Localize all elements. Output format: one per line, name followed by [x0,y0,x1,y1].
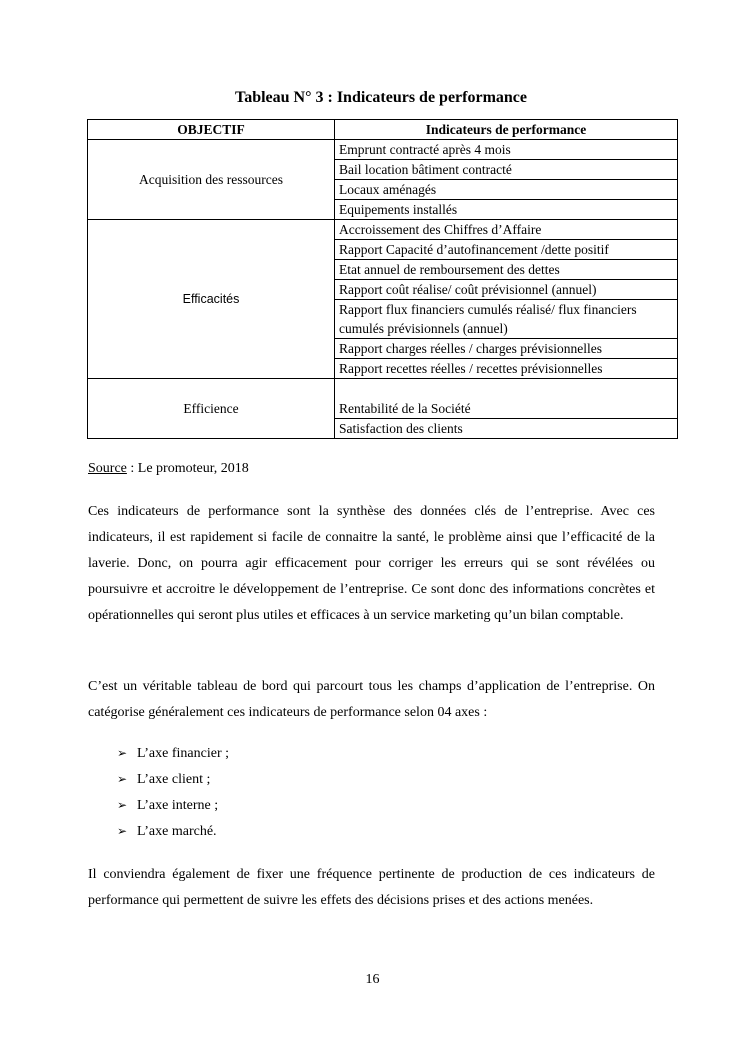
indicator-cell: Emprunt contracté après 4 mois [335,140,678,160]
paragraph: Il conviendra également de fixer une fréquence pertinente de production de ces indicateurs de performance qui permettent de suivre les effets des décisions prises et des actions menées. [88,867,655,908]
table-source [88,461,249,477]
list-item [117,792,229,818]
list-item-text: L’axe interne ; [137,798,219,813]
list-item [117,766,229,792]
indicator-cell: Rapport recettes réelles / recettes prévisionnelles [335,359,678,379]
table-row [88,379,678,419]
indicator-cell: Etat annuel de remboursement des dettes [335,260,678,280]
arrow-bullet-icon: ➢ [117,746,128,760]
performance-table [87,119,678,439]
arrow-bullet-icon: ➢ [117,772,128,786]
indicator-cell: Rapport Capacité d’autofinancement /dette positif [335,240,678,260]
page-number: 16 [365,972,380,987]
indicator-cell: Rapport charges réelles / charges prévisionnelles [335,339,678,359]
objective-cell: Acquisition des ressources [88,140,335,220]
table-title: Tableau N° 3 : Indicateurs de performance [234,89,527,106]
arrow-bullet-icon: ➢ [117,798,128,812]
list-item [117,740,229,766]
objective-cell: Efficience [88,379,335,439]
paragraph: C’est un véritable tableau de bord qui parcourt tous les champs d’application de l’entreprise. On catégorise généralement ces indicateurs de performance selon 04 axes : [88,679,655,720]
indicator-cell: Accroissement des Chiffres d’Affaire [335,220,678,240]
source-label: Source [88,461,127,476]
table-row [88,140,678,160]
indicator-cell: Equipements installés [335,200,678,220]
arrow-bullet-icon: ➢ [117,824,128,838]
table-row [88,220,678,240]
table-header-row [88,120,678,140]
indicator-cell: Rapport coût réalise/ coût prévisionnel (annuel) [335,280,678,300]
list-item-text: L’axe client ; [137,772,211,787]
list-item-text: L’axe marché. [137,824,217,839]
source-text: : Le promoteur, 2018 [126,461,249,476]
header-objectif: OBJECTIF [88,120,335,140]
list-item-text: L’axe financier ; [137,746,229,761]
indicator-cell: Rentabilité de la Société [335,379,678,419]
indicator-cell: Bail location bâtiment contracté [335,160,678,180]
list-item [117,818,229,844]
indicator-cell: Satisfaction des clients [335,419,678,439]
indicator-cell: Rapport flux financiers cumulés réalisé/ flux financiers cumulés prévisionnels (annuel) [335,300,678,339]
axes-list [117,740,229,844]
indicator-cell: Locaux aménagés [335,180,678,200]
objective-cell: Efficacités [88,220,335,379]
paragraph: Ces indicateurs de performance sont la synthèse des données clés de l’entreprise. Avec ces indicateurs, il est rapidement si facile de connaitre la santé, le problème ainsi que l’efficacité de la laverie. Donc, on pourra agir efficacement pour corriger les erreurs qui se sont révélées ou poursuivre et accroitre le développement de l’entreprise. Ce sont donc des informations concrètes et opérationnelles qui seront plus utiles et efficaces à un service marketing qu’un bilan comptable. [88,504,655,623]
header-indicateurs: Indicateurs de performance [335,120,678,140]
